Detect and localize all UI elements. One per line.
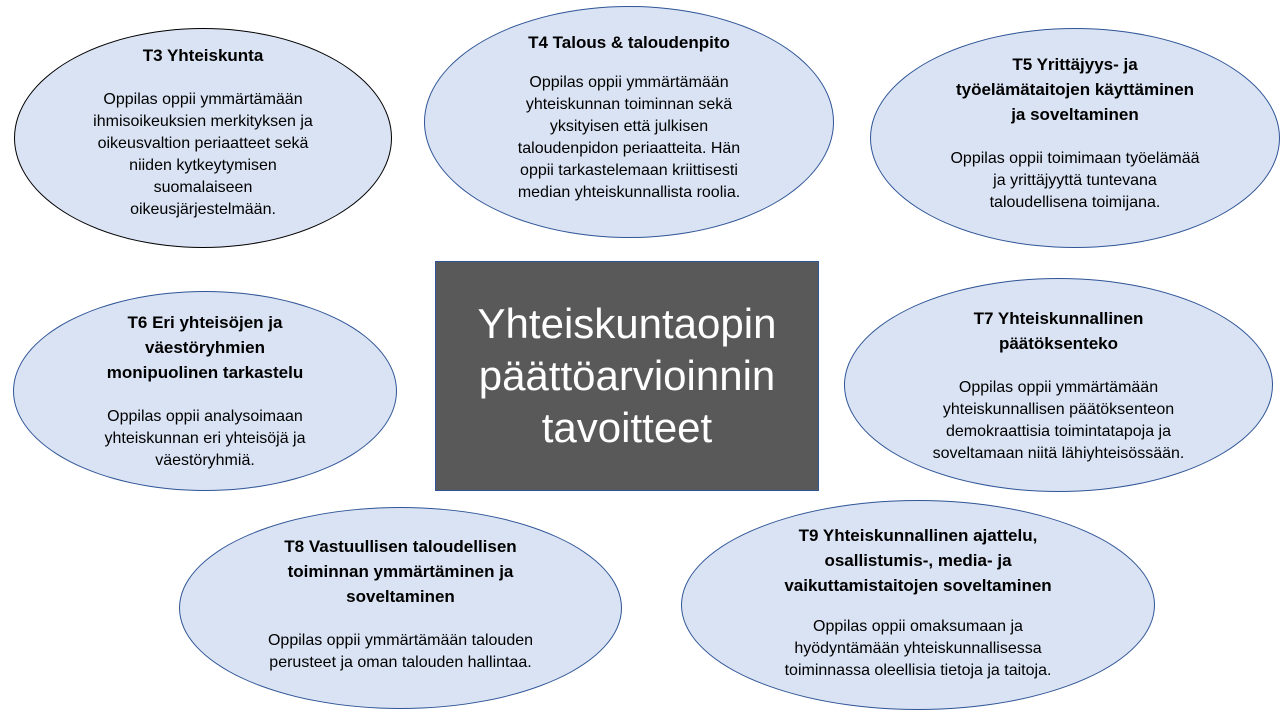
goal-desc-line: yksityisen että julkisen bbox=[549, 118, 709, 135]
goal-title bbox=[956, 52, 1194, 127]
goal-title-line: T8 Vastuullisen taloudellisen bbox=[284, 537, 517, 556]
goal-title-line: T9 Yhteiskunnallinen ajattelu, bbox=[798, 525, 1038, 545]
goal-desc-line: Oppilas oppii toimimaan työelämää bbox=[950, 150, 1200, 167]
goal-desc-line: Oppilas oppii ymmärtämään bbox=[529, 74, 729, 91]
goal-description bbox=[268, 630, 533, 674]
goal-desc-line: soveltamaan niitä lähiyhteisössään. bbox=[932, 444, 1185, 462]
goal-t7-ellipse bbox=[844, 278, 1273, 492]
goal-title-line: työelämätaitojen käyttäminen bbox=[955, 80, 1195, 99]
center-title-box bbox=[435, 261, 819, 491]
goal-t4-ellipse bbox=[424, 6, 834, 238]
goal-t8-ellipse bbox=[179, 507, 622, 709]
goal-title-line: osallistumis-, media- ja bbox=[824, 550, 1012, 570]
goal-t6-ellipse bbox=[13, 291, 397, 491]
goal-description bbox=[518, 72, 740, 204]
goal-description bbox=[93, 89, 313, 221]
center-title-line: Yhteiskuntaopin bbox=[477, 300, 777, 347]
goal-desc-line: suomalaiseen bbox=[153, 179, 253, 196]
goal-description bbox=[950, 148, 1199, 214]
goal-title-line: vaikuttamistaitojen soveltaminen bbox=[784, 575, 1052, 595]
goal-desc-line: oppii tarkastelemaan kriittisesti bbox=[520, 162, 738, 179]
goal-desc-line: yhteiskunnallisen päätöksenteon bbox=[942, 400, 1175, 418]
center-title-line: päättöarvioinnin bbox=[478, 352, 776, 399]
goal-desc-line: Oppilas oppii omaksumaan ja bbox=[813, 617, 1023, 635]
goal-desc-line: demokraattisia toimintatapoja ja bbox=[945, 422, 1171, 440]
goal-t9-ellipse bbox=[681, 500, 1155, 710]
goal-desc-line: hyödyntämään yhteiskunnallisessa bbox=[794, 639, 1042, 657]
goal-title-line: T4 Talous & taloudenpito bbox=[528, 33, 730, 52]
center-title bbox=[478, 298, 777, 454]
goal-title bbox=[284, 534, 516, 609]
goal-desc-line: yhteiskunnan toiminnan sekä bbox=[525, 96, 733, 113]
goal-desc-line: taloudellisena toimijana. bbox=[989, 194, 1161, 211]
goal-title bbox=[784, 523, 1051, 598]
goal-desc-line: Oppilas oppii ymmärtämään talouden bbox=[267, 632, 534, 649]
goal-desc-line: väestöryhmiä. bbox=[155, 452, 255, 469]
goal-t3-ellipse bbox=[14, 28, 392, 248]
goal-desc-line: ja yrittäjyyttä tuntevana bbox=[993, 172, 1157, 189]
goal-desc-line: Oppilas oppii ymmärtämään bbox=[103, 91, 303, 108]
goal-desc-line: taloudenpidon periaatteita. Hän bbox=[517, 140, 741, 157]
goal-desc-line: toiminnassa oleellisia tietoja ja taitoja. bbox=[784, 661, 1052, 679]
goal-description bbox=[785, 616, 1052, 682]
goal-title bbox=[528, 30, 730, 55]
goal-title-line: väestöryhmien bbox=[144, 338, 265, 357]
center-title-line: tavoitteet bbox=[541, 404, 713, 451]
goal-title-line: T5 Yrittäjyys- ja bbox=[1012, 55, 1138, 74]
goal-description bbox=[933, 377, 1185, 465]
goal-desc-line: perusteet ja oman talouden hallintaa. bbox=[269, 654, 532, 671]
goal-desc-line: oikeusjärjestelmään. bbox=[130, 201, 276, 218]
goal-desc-line: Oppilas oppii analysoimaan bbox=[107, 408, 303, 425]
goal-title bbox=[107, 310, 303, 385]
goal-title-line: T6 Eri yhteisöjen ja bbox=[127, 313, 283, 332]
goal-t5-ellipse bbox=[870, 28, 1280, 248]
goal-desc-line: median yhteiskunnallista roolia. bbox=[517, 184, 741, 201]
goal-title-line: ja soveltaminen bbox=[1011, 105, 1139, 124]
goal-title-line: T7 Yhteiskunnallinen bbox=[973, 308, 1144, 328]
goal-desc-line: oikeusvaltion periaatteet sekä bbox=[97, 135, 309, 152]
goal-title-line: toiminnan ymmärtäminen ja bbox=[287, 562, 514, 581]
goal-title-line: T3 Yhteiskunta bbox=[142, 46, 264, 65]
goal-title bbox=[974, 306, 1144, 356]
goal-title bbox=[143, 43, 264, 68]
goal-desc-line: ihmisoikeuksien merkityksen ja bbox=[93, 113, 313, 130]
goal-desc-line: yhteiskunnan eri yhteisöjä ja bbox=[104, 430, 306, 447]
goal-title-line: monipuolinen tarkastelu bbox=[106, 363, 304, 382]
goal-title-line: päätöksenteko bbox=[998, 333, 1119, 353]
goal-title-line: soveltaminen bbox=[346, 587, 455, 606]
goal-desc-line: Oppilas oppii ymmärtämään bbox=[958, 378, 1159, 396]
goal-description bbox=[104, 406, 305, 472]
goal-desc-line: niiden kytkeytymisen bbox=[129, 157, 277, 174]
